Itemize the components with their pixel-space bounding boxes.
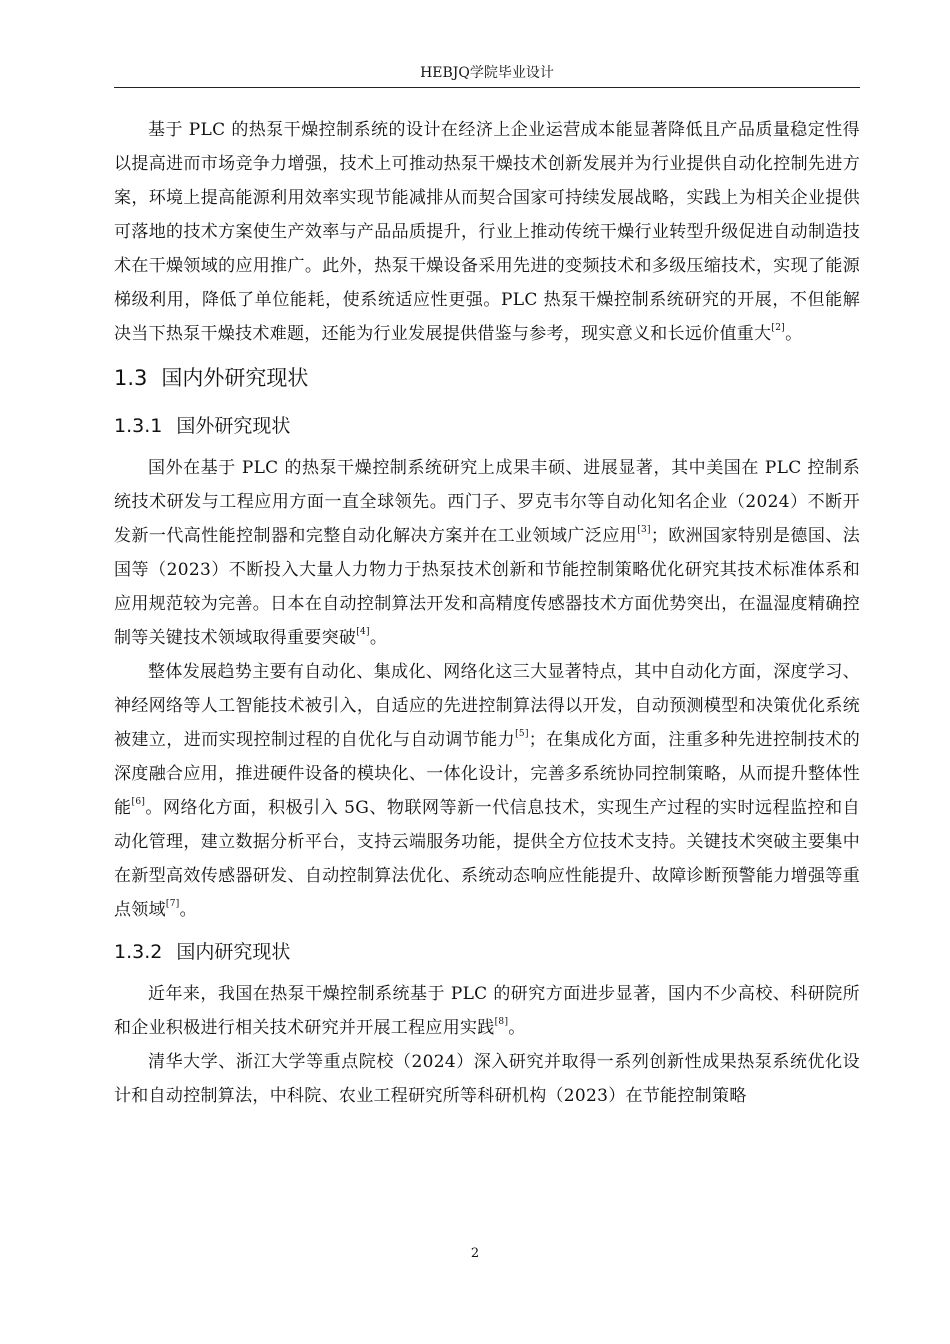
section-number: 1.3 (114, 366, 148, 390)
citation-5: [5] (515, 729, 529, 739)
subsection-heading-1-3-2 (114, 927, 860, 977)
subsection-number: 1.3.1 (114, 415, 163, 437)
citation-7: [7] (165, 899, 180, 909)
paragraph-text: 近年来，我国在热泵干燥控制系统基于 PLC 的研究方面进步显著，国内不少高校、科研院所和企业积极进行相关技术研究并开展工程应用实践 (114, 984, 860, 1038)
citation-3: [3] (637, 525, 651, 535)
page-number: 2 (470, 1246, 480, 1261)
paragraph-text: 。网络化方面，积极引入 5G、物联网等新一代信息技术，实现生产过程的实时远程监控和自动化管理，建立数据分析平台，支持云端服务功能，提供全方位技术支持。关键技术突破主要集中在新型高效传感器研发、自动控制算法优化、系统动态响应性能提升、故障诊断预警能力增强等重点领域 (114, 798, 860, 920)
document-body (114, 113, 860, 1113)
subsection-title: 国外研究现状 (176, 415, 291, 437)
subsection-number: 1.3.2 (114, 941, 163, 963)
paragraph-foreign-research (114, 451, 860, 655)
citation-4: [4] (356, 627, 370, 637)
paragraph-end: 。 (508, 1018, 526, 1038)
paragraph-end: 。 (179, 900, 197, 920)
paragraph-end: 。 (369, 628, 388, 648)
paragraph-institutions (114, 1045, 860, 1113)
citation-2: [2] (771, 323, 786, 333)
paragraph-text: 清华大学、浙江大学等重点院校（2024）深入研究并取得一系列创新性成果热泵系统优化设计和自动控制算法，中科院、农业工程研究所等科研机构（2023）在节能控制策略 (114, 1052, 860, 1106)
citation-6: [6] (131, 797, 146, 807)
paragraph-text: ；在集成化方面，注重多种先进控制技术的深度融合应用，推进硬件设备的模块化、一体化设计，完善多系统协同控制策略，从而提升整体性能 (114, 730, 860, 818)
paragraph-text: 整体发展趋势主要有自动化、集成化、网络化这三大显著特点，其中自动化方面，深度学习、神经网络等人工智能技术被引入，自适应的先进控制算法得以开发，自动预测模型和决策优化系统被建立，进而实现控制过程的自优化与自动调节能力 (114, 662, 860, 750)
paragraph-text: 国外在基于 PLC 的热泵干燥控制系统研究上成果丰硕、进展显著，其中美国在 PLC 控制系统技术研发与工程应用方面一直全球领先。西门子、罗克韦尔等自动化知名企业（2024）不断开发新一代高性能控制器和完整自动化解决方案并在工业领域广泛应用 (114, 458, 860, 546)
page-header (114, 60, 860, 88)
subsection-heading-1-3-1 (114, 401, 860, 451)
paragraph-domestic-research (114, 977, 860, 1045)
subsection-title: 国内研究现状 (176, 941, 291, 963)
paragraph-significance (114, 113, 860, 351)
paragraph-end: 。 (785, 324, 803, 344)
paragraph-text: 基于 PLC 的热泵干燥控制系统的设计在经济上企业运营成本能显著降低且产品质量稳定性得以提高进而市场竞争力增强，技术上可推动热泵干燥技术创新发展并为行业提供自动化控制先进方案，环境上提高能源利用效率实现节能减排从而契合国家可持续发展战略，实践上为相关企业提供可落地的技术方案使生产效率与产品品质提升，行业上推动传统干燥行业转型升级促进自动制造技术在干燥领域的应用推广。此外，热泵干燥设备采用先进的变频技术和多级压缩技术，实现了能源梯级利用，降低了单位能耗，使系统适应性更强。PLC 热泵干燥控制系统研究的开展，不但能解决当下热泵干燥技术难题，还能为行业发展提供借鉴与参考，现实意义和长远价值重大 (114, 120, 860, 344)
section-title: 国内外研究现状 (161, 366, 309, 390)
paragraph-text: ；欧洲国家特别是德国、法国等（2023）不断投入大量人力物力于热泵技术创新和节能控制策略优化研究其技术标准体系和应用规范较为完善。日本在自动控制算法开发和高精度传感器技术方面优势突出，在温湿度精确控制等关键技术领域取得重要突破 (114, 526, 860, 648)
header-title: HEBJQ学院毕业设计 (420, 65, 554, 81)
citation-8: [8] (494, 1017, 509, 1027)
section-heading-1-3 (114, 355, 860, 401)
paragraph-trends (114, 655, 860, 927)
